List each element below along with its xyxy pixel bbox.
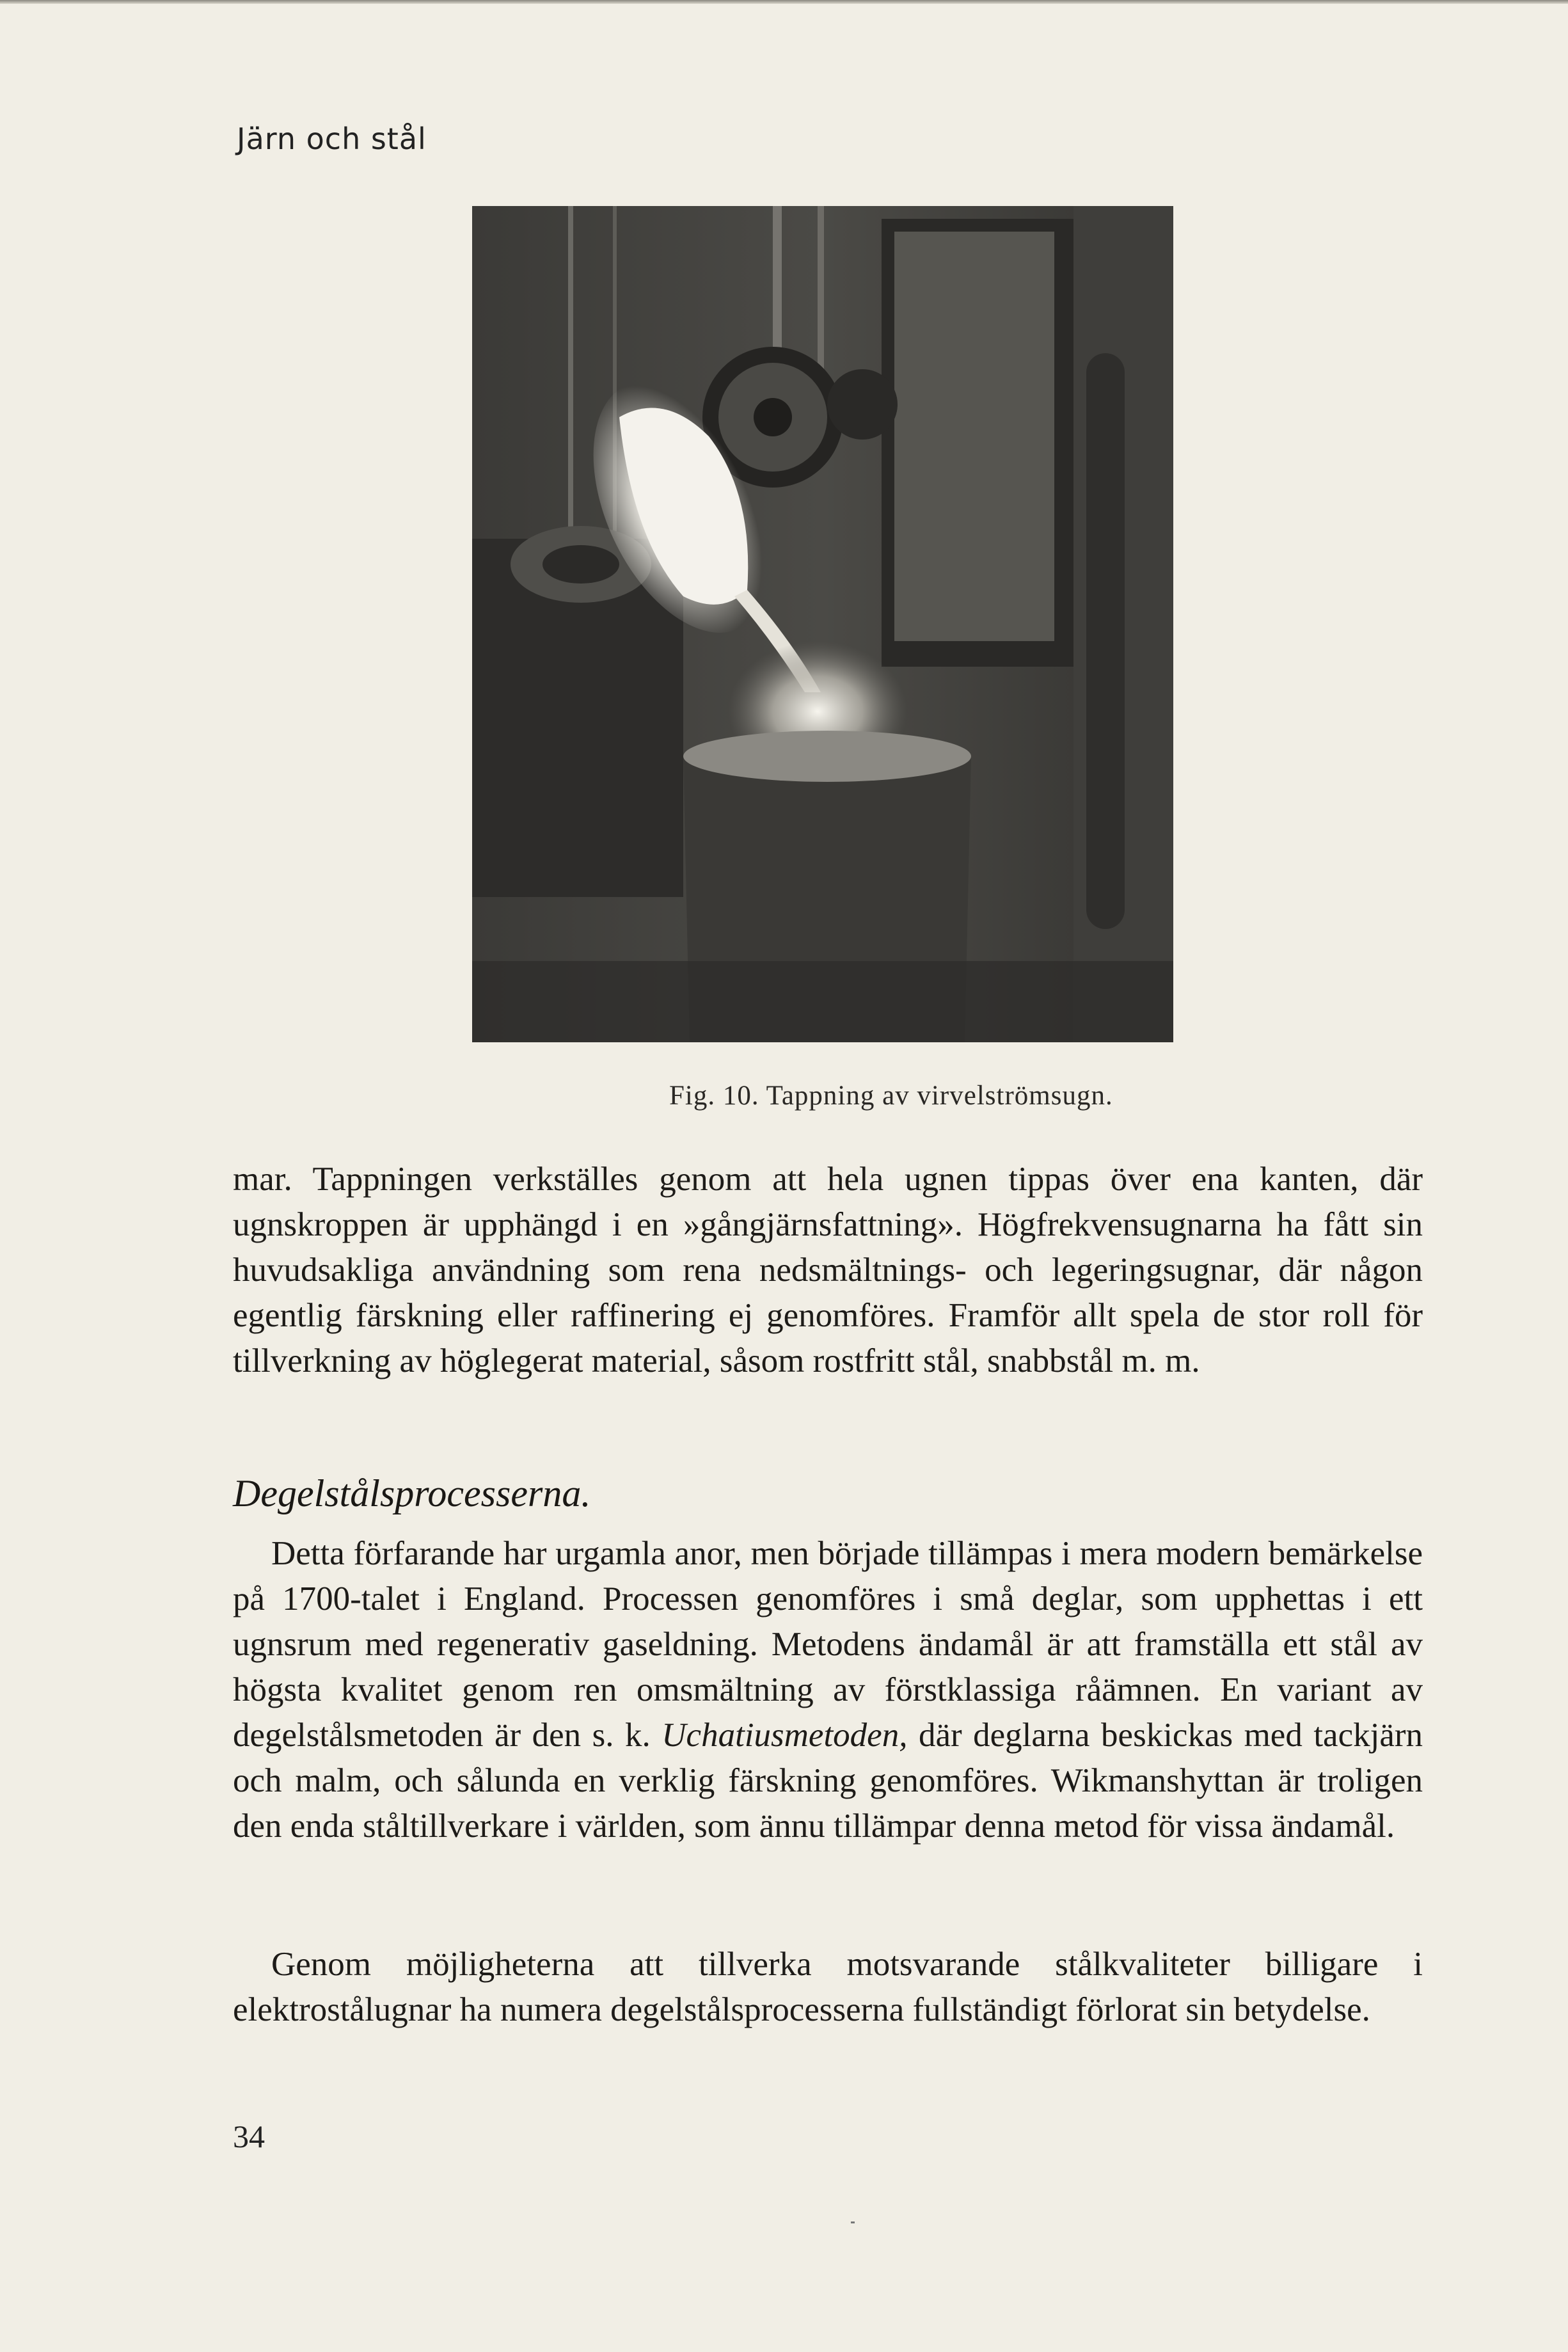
- paragraph-2-part-2: där deglarna beskickas med tackjärn och malm, och sålunda en verklig färskning genomföres. Wikmanshyttan är troligen den enda ståltillverkare i världen, som ännu tillämpar denna metod för vissa ändamål.: [233, 1717, 1423, 1845]
- page-number: 34: [233, 2118, 265, 2154]
- section-heading: Degelstålsprocesserna.: [233, 1472, 591, 1514]
- paragraph-1: [233, 1157, 1423, 1384]
- paragraph-2-part-1: Detta förfarande har urgamla anor, men började tillämpas i mera modern bemärkelse på 1700-talet i England. Processen genomföres i små deglar, som upphettas i ett ugnsrum med regenerativ gaseldning. Metodens ändamål är att framställa ett stål av högsta kvalitet genom ren omsmältning av förstklassiga råämnen. En variant av degelstålsmetoden är den s. k.: [233, 1535, 1423, 1754]
- running-head: Järn och stål: [237, 122, 427, 156]
- paragraph-3-text: Genom möjligheterna att tillverka motsvarande stålkvaliteter billigare i elektrostålugnar ha numera degelstålsprocesserna fullständigt förlorat sin betydelse.: [233, 1946, 1423, 2028]
- paragraph-1-text: mar. Tappningen verkställes genom att hela ugnen tippas över ena kanten, där ugnskroppen är upphängd i en »gångjärnsfattning». Högfrekvensugnarna ha fått sin huvudsakliga användning som rena nedsmältnings- och legeringsugnar, där någon egentlig färskning eller raffinering ej genomföres. Framför allt spela de stor roll för tillverkning av höglegerat material, såsom rostfritt stål, snabbstål m. m.: [233, 1161, 1423, 1379]
- paragraph-2: [233, 1531, 1423, 1849]
- furnace-tapping-photo: [472, 206, 1173, 1042]
- page-edge: [0, 0, 1568, 4]
- figure-photo: [472, 206, 1173, 1042]
- paragraph-3: [233, 1942, 1423, 2033]
- paragraph-2-text: [233, 1531, 1423, 1849]
- paragraph-2-italic-term: Uchatiusmetoden,: [661, 1717, 908, 1754]
- figure-caption: Fig. 10. Tappning av virvelströmsugn.: [669, 1081, 1113, 1111]
- print-speck: [851, 2221, 855, 2223]
